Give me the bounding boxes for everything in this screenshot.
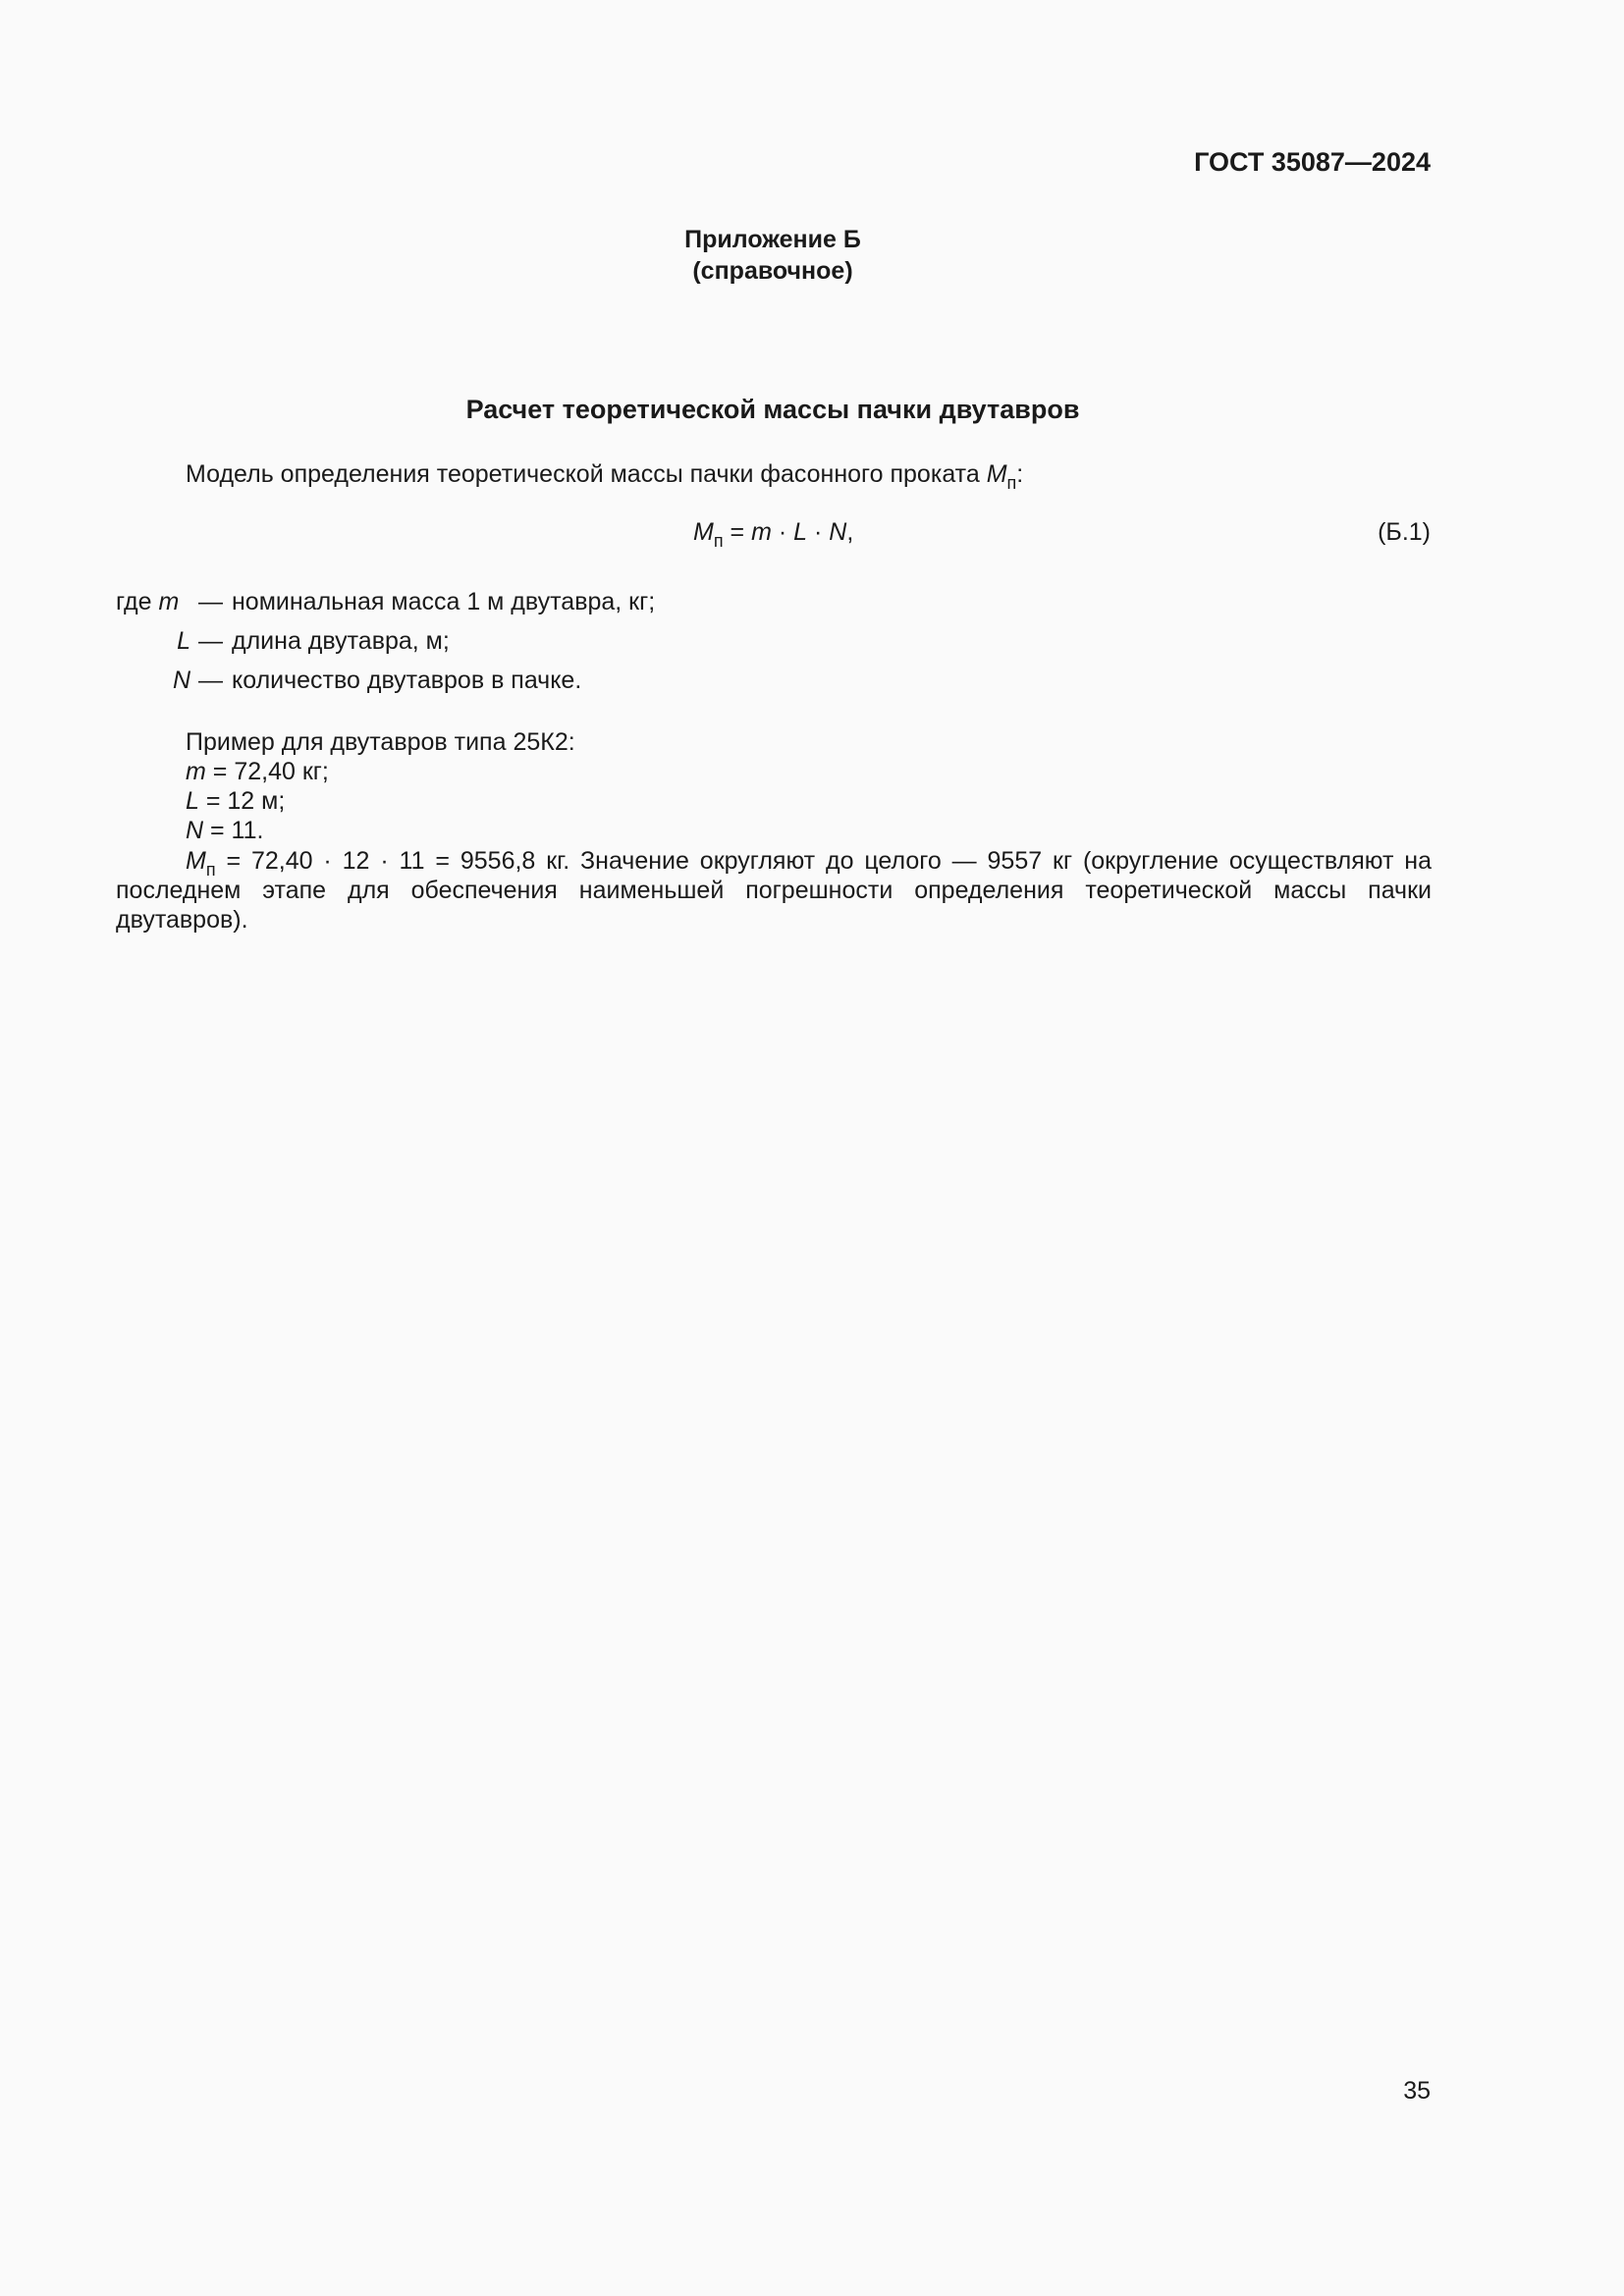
- where-symbol: N: [172, 667, 190, 694]
- appendix-subtitle: (справочное): [692, 257, 853, 285]
- intro-tail: :: [1016, 460, 1024, 488]
- formula-m: m: [751, 518, 772, 546]
- example-var: m: [186, 758, 206, 785]
- example-line: [186, 786, 285, 816]
- intro-var: M: [986, 460, 1007, 488]
- formula-L: L: [793, 518, 808, 546]
- formula-eq: =: [723, 518, 752, 546]
- formula-dot2: ·: [807, 518, 830, 546]
- where-prefix: где: [116, 588, 159, 615]
- formula-lhs: M: [693, 518, 714, 546]
- example-title: Пример для двутавров типа 25К2:: [186, 728, 575, 756]
- example-line: [186, 757, 329, 786]
- result-sub: п: [205, 860, 216, 880]
- where-desc: номинальная масса 1 м двутавра, кг;: [232, 588, 656, 615]
- where-item: [116, 626, 1432, 656]
- example-value: = 72,40 кг;: [205, 758, 329, 785]
- appendix-title: Приложение Б: [684, 226, 861, 253]
- where-desc: длина двутавра, м;: [232, 627, 450, 655]
- example-line: [186, 816, 263, 845]
- example-var: L: [186, 787, 199, 815]
- intro-paragraph: [186, 459, 1024, 493]
- result-var: M: [186, 847, 206, 875]
- where-desc: количество двутавров в пачке.: [232, 667, 582, 694]
- where-item: [116, 587, 1432, 616]
- where-dash: —: [198, 667, 223, 694]
- formula-lhs-sub: п: [713, 531, 724, 551]
- formula-number: (Б.1): [1378, 518, 1431, 546]
- where-symbol-line: [116, 587, 204, 616]
- document-header: ГОСТ 35087—2024: [1194, 147, 1431, 177]
- formula-N: N: [829, 518, 847, 546]
- example-result-paragraph: [116, 846, 1432, 934]
- example-var: N: [186, 817, 204, 844]
- page-number: 35: [1403, 2077, 1431, 2105]
- example-value: = 12 м;: [198, 787, 286, 815]
- example-value: = 11.: [203, 817, 264, 844]
- where-symbol: L: [177, 627, 190, 655]
- where-dash: —: [198, 588, 223, 615]
- formula-dot1: ·: [771, 518, 794, 546]
- where-item: [116, 666, 1432, 695]
- section-title: Расчет теоретической массы пачки двутавров: [465, 395, 1080, 424]
- intro-text: Модель определения теоретической массы пачки фасонного проката: [186, 460, 987, 488]
- formula-end: ,: [846, 518, 854, 546]
- where-dash: —: [198, 627, 223, 655]
- where-symbol: m: [158, 588, 180, 615]
- result-text: = 72,40 · 12 · 11 = 9556,8 кг. Значение округляют до целого — 9557 кг (округление осуществляют на последнем этапе для обеспечения наименьшей погрешности определения теоретической массы пачки двутавров).: [116, 847, 1432, 934]
- formula: [693, 517, 854, 551]
- intro-sub: п: [1006, 473, 1017, 493]
